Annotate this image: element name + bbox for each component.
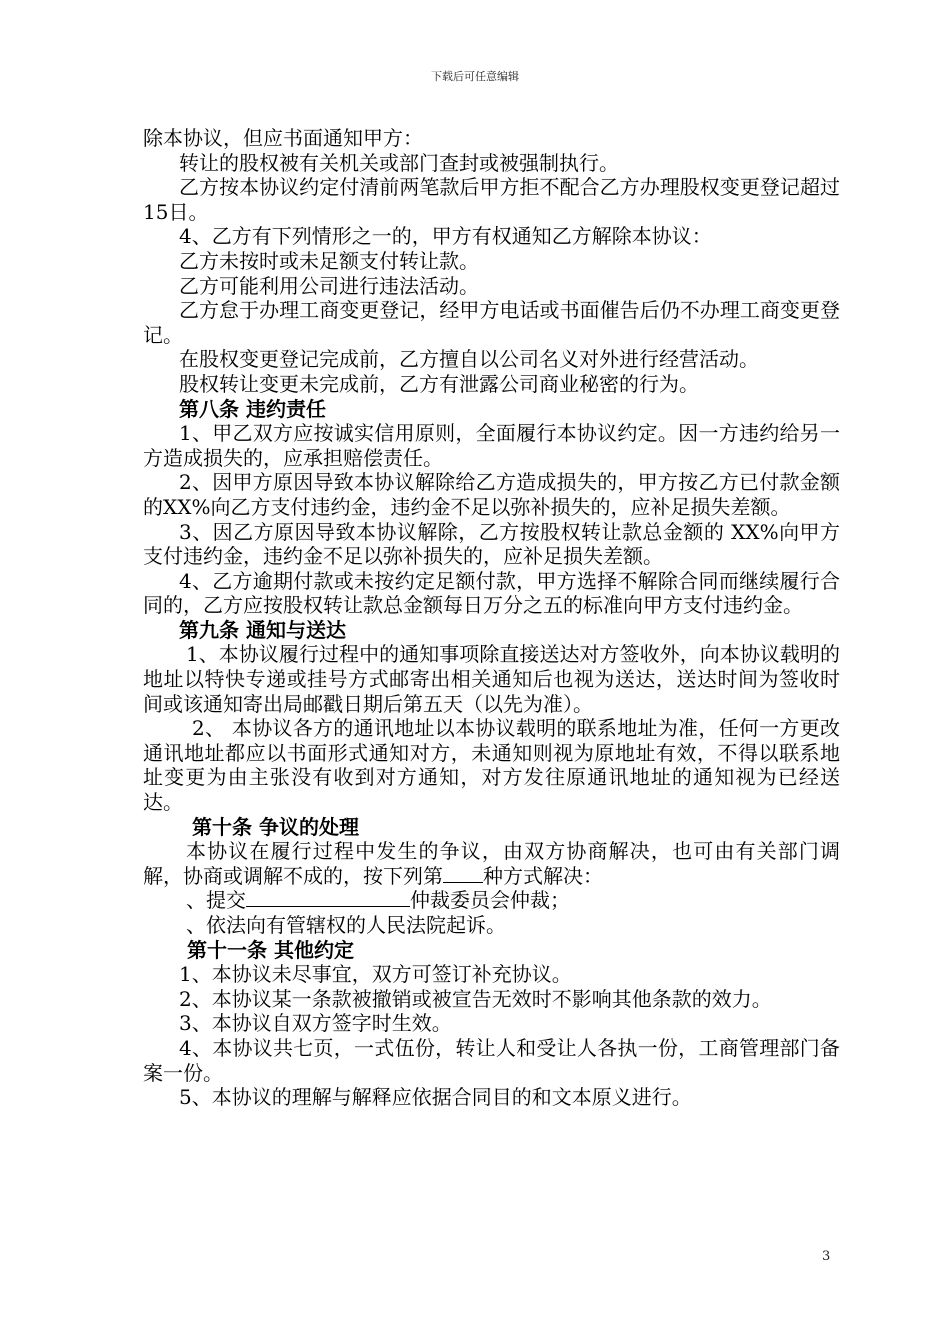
paragraph: 4、本协议共七页，一式伍份，转让人和受让人各执一份，工商管理部门备案一份。 xyxy=(143,1035,840,1085)
paragraph: 乙方未按时或未足额支付转让款。 xyxy=(179,248,479,273)
section-heading: 第八条 违约责任 xyxy=(179,396,326,421)
paragraph: 在股权变更登记完成前，乙方擅自以公司名义对外进行经营活动。 xyxy=(179,347,759,372)
paragraph-text: 种方式解决： xyxy=(483,863,603,888)
paragraph: 乙方按本协议约定付清前两笔款后甲方拒不配合乙方办理股权变更登记超过15日。 xyxy=(143,175,840,224)
paragraph: 3、本协议自双方签字时生效。 xyxy=(179,1011,452,1036)
paragraph: 乙方怠于办理工商变更登记，经甲方电话或书面催告后仍不办理工商变更登记。 xyxy=(143,298,840,347)
section-heading: 第十一条 其他约定 xyxy=(187,937,354,962)
paragraph: 乙方可能利用公司进行违法活动。 xyxy=(179,273,479,298)
paragraph: 股权转让变更未完成前，乙方有泄露公司商业秘密的行为。 xyxy=(179,371,699,396)
document-body xyxy=(143,126,840,1110)
paragraph: 、依法向有管辖权的人民法院起诉。 xyxy=(186,913,506,937)
method-number-blank xyxy=(443,864,483,883)
paragraph-text: 仲裁委员会仲裁； xyxy=(410,888,570,913)
paragraph-text: 本协议在履行过程中发生的争议，由双方协商解决，也可由有关部门调解，协商或调解不成的，按下列第 xyxy=(143,839,840,888)
arbitration-commission-blank xyxy=(246,888,410,907)
paragraph xyxy=(143,888,840,913)
page-header: 下载后可任意编辑 xyxy=(431,70,519,83)
paragraph-text: 、提交 xyxy=(186,888,246,913)
paragraph: 2、 本协议各方的通讯地址以本协议载明的联系地址为准，任何一方更改通讯地址都应以书面形式通知对方，未通知则视为原地址有效，不得以联系地址变更为由主张没有收到对方通知，对方发往原通讯地址的通知视为已经送达。 xyxy=(143,716,840,815)
paragraph: 1、本协议未尽事宜，双方可签订补充协议。 xyxy=(179,962,572,987)
page-number: 3 xyxy=(822,1249,831,1264)
paragraph: 转让的股权被有关机关或部门查封或被强制执行。 xyxy=(179,150,619,175)
paragraph: 除本协议，但应书面通知甲方： xyxy=(143,126,423,150)
section-heading: 第九条 通知与送达 xyxy=(179,617,346,642)
paragraph: 5、本协议的理解与解释应依据合同目的和文本原义进行。 xyxy=(179,1085,692,1110)
paragraph: 2、因甲方原因导致本协议解除给乙方造成损失的，甲方按乙方已付款金额的XX%向乙方支付违约金，违约金不足以弥补损失的，应补足损失差额。 xyxy=(143,470,840,519)
section-heading: 第十条 争议的处理 xyxy=(192,814,359,839)
paragraph: 4、乙方逾期付款或未按约定足额付款，甲方选择不解除合同而继续履行合同的，乙方应按股权转让款总金额每日万分之五的标准向甲方支付违约金。 xyxy=(143,568,840,618)
paragraph: 1、甲乙双方应按诚实信用原则，全面履行本协议约定。因一方违约给另一方造成损失的，应承担赔偿责任。 xyxy=(143,421,840,470)
paragraph: 2、本协议某一条款被撤销或被宣告无效时不影响其他条款的效力。 xyxy=(179,986,772,1011)
paragraph: 4、乙方有下列情形之一的，甲方有权通知乙方解除本协议： xyxy=(179,224,712,249)
paragraph xyxy=(143,839,840,888)
paragraph: 3、因乙方原因导致本协议解除，乙方按股权转让款总金额的 XX%向甲方支付违约金，违约金不足以弥补损失的，应补足损失差额。 xyxy=(143,519,840,569)
paragraph: 1、本协议履行过程中的通知事项除直接送达对方签收外，向本协议载明的地址以特快专递或挂号方式邮寄出相关通知后也视为送达，送达时间为签收时间或该通知寄出局邮戳日期后第五天（以先为准）。 xyxy=(143,642,840,716)
